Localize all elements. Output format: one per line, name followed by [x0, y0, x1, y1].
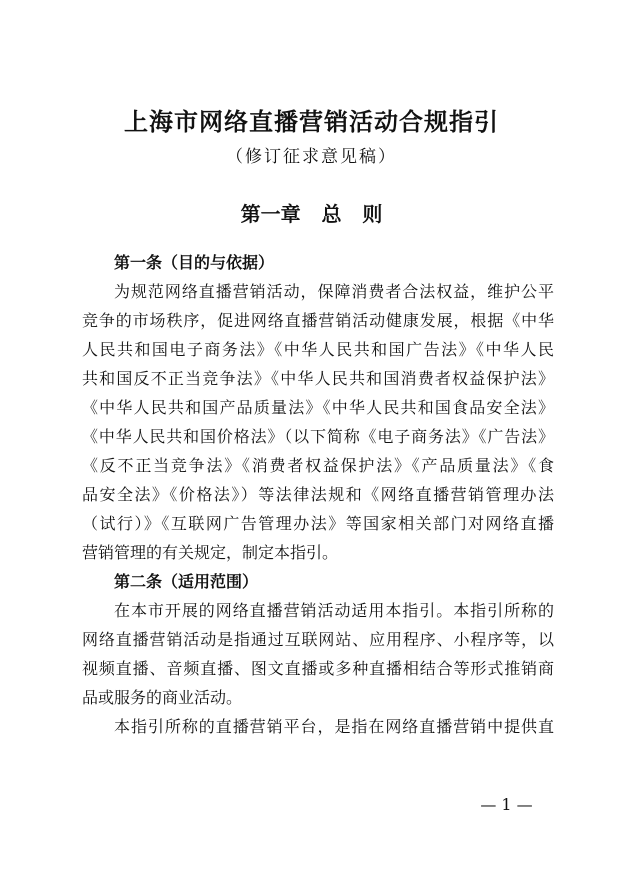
chapter-heading: 第一章 总 则: [240, 202, 383, 226]
paragraph-line: 《反不正当竞争法》《消费者权益保护法》《产品质量法》《食: [82, 456, 554, 475]
paragraph-line: 本指引所称的直播营销平台，是指在网络直播营销中提供直: [114, 717, 554, 736]
paragraph-line: 竞争的市场秩序，促进网络直播营销活动健康发展，根据《中华: [82, 311, 554, 330]
article-heading: 第一条（目的与依据）: [114, 253, 275, 272]
paragraph-line: 为规范网络直播营销活动，保障消费者合法权益，维护公平: [114, 282, 554, 301]
document-subtitle: （修订征求意见稿）: [226, 147, 397, 167]
article-heading: 第二条（适用范围）: [114, 572, 259, 591]
paragraph-line: 《中华人民共和国产品质量法》《中华人民共和国食品安全法》: [82, 398, 554, 417]
paragraph-line: 人民共和国电子商务法》《中华人民共和国广告法》《中华人民: [82, 340, 554, 359]
document-body: [82, 248, 554, 741]
paragraph-line: 《中华人民共和国价格法》（以下简称《电子商务法》《广告法》: [82, 427, 554, 446]
paragraph-line: 视频直播、音频直播、图文直播或多种直播相结合等形式推销商: [82, 659, 554, 678]
paragraph-line: 营销管理的有关规定，制定本指引。: [82, 543, 339, 562]
paragraph-line: 品或服务的商业活动。: [82, 688, 243, 707]
page-number: — 1 —: [480, 795, 533, 814]
paragraph-line: 网络直播营销活动是指通过互联网站、应用程序、小程序等，以: [82, 630, 554, 649]
paragraph-line: 在本市开展的网络直播营销活动适用本指引。本指引所称的: [114, 601, 554, 620]
paragraph-line: （试行）》《互联网广告管理办法》等国家相关部门对网络直播: [82, 514, 554, 533]
document-title: 上海市网络直播营销活动合规指引: [124, 107, 499, 136]
paragraph-line: 共和国反不正当竞争法》《中华人民共和国消费者权益保护法》: [82, 369, 554, 388]
paragraph-line: 品安全法》《价格法》）等法律法规和《网络直播营销管理办法: [82, 485, 554, 504]
